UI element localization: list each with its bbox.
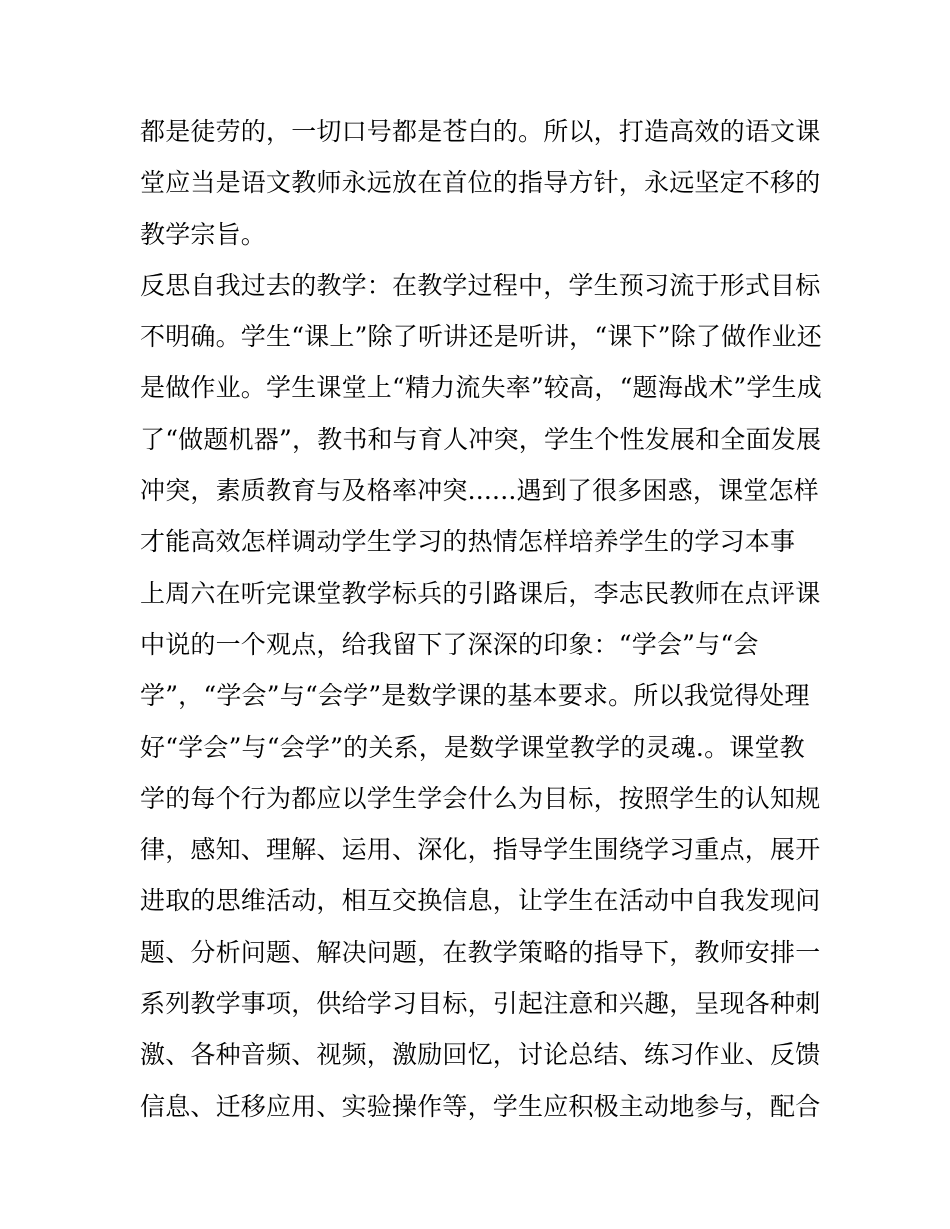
text-line: 学的每个行为都应以学生学会什么为目标，按照学生的认知规: [140, 783, 821, 813]
text-line: 都是徒劳的，一切口号都是苍白的。所以，打造高效的语文课: [140, 117, 821, 146]
document-body: [140, 106, 820, 1132]
text-line: 教学宗旨。: [140, 219, 267, 249]
text-line: 反思自我过去的教学：在教学过程中，学生预习流于形式目标: [140, 270, 821, 300]
text-line: 才能高效怎样调动学生学习的热情怎样培养学生的学习本事: [140, 527, 796, 557]
text-line: 题、分析问题、解决问题，在教学策略的指导下，教师安排一: [140, 937, 821, 967]
text-line: 冲突，素质教育与及格率冲突......遇到了很多困惑，课堂怎样: [140, 476, 819, 506]
text-line: 学”，“学会”与“会学”是数学课的基本要求。所以我觉得处理: [140, 681, 810, 711]
text-line: 好“学会”与“会学”的关系，是数学课堂教学的灵魂.。课堂教: [140, 732, 805, 762]
text-line: 激、各种音频、视频，激励回忆，讨论总结、练习作业、反馈: [140, 1040, 821, 1070]
text-line: 不明确。学生“课上”除了听讲还是听讲，“课下”除了做作业还: [140, 322, 822, 352]
text-line: 律，感知、理解、运用、深化，指导学生围绕学习重点，展开: [140, 835, 821, 865]
text-line: 进取的思维活动，相互交换信息，让学生在活动中自我发现问: [140, 886, 821, 916]
text-line: 上周六在听完课堂教学标兵的引路课后，李志民教师在点评课: [140, 578, 821, 608]
text-line: 中说的一个观点，给我留下了深深的印象：“学会”与“会: [140, 629, 759, 659]
text-line: 堂应当是语文教师永远放在首位的指导方针，永远坚定不移的: [140, 168, 821, 198]
text-line: 了“做题机器”，教书和与育人冲突，学生个性发展和全面发展: [140, 424, 822, 454]
text-line: 是做作业。学生课堂上“精力流失率”较高，“题海战术”学生成: [140, 373, 822, 403]
text-line: 系列教学事项，供给学习目标，引起注意和兴趣，呈现各种刺: [140, 989, 821, 1019]
text-line: 信息、迁移应用、实验操作等，学生应积极主动地参与，配合: [140, 1091, 821, 1121]
